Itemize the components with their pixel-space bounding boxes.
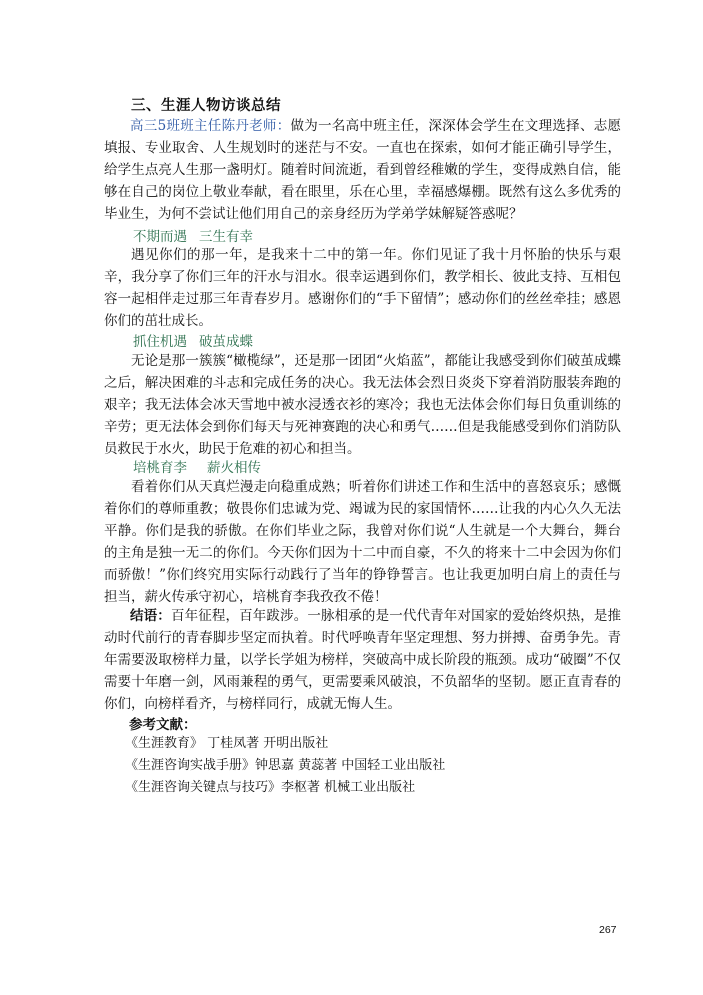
section-1-paragraph: 遇见你们的那一年，是我来十二中的第一年。你们见证了我十月怀胎的快乐与艰辛，我分享了你们三年的汗水与泪水。很幸运遇到你们，教学相长、彼此支持、互相包容一起相伴走过那三年青春岁月。感谢你们的“手下留情”；感动你们的丝丝牵挂；感恩你们的茁壮成长。 bbox=[104, 247, 621, 330]
page-number: 267 bbox=[599, 924, 617, 936]
subheading-3 bbox=[133, 458, 261, 478]
reference-item: 《生涯咨询实战手册》钟思嘉 黄蕊著 中国轻工业出版社 bbox=[125, 758, 446, 773]
references-title: 参考文献： bbox=[129, 717, 197, 733]
reference-item: 《生涯教育》 丁桂凤著 开明出版社 bbox=[125, 736, 329, 751]
section-2-paragraph: 无论是那一簇簇“橄榄绿”，还是那一团团“火焰蓝”，都能让我感受到你们破茧成蝶之后，解决困难的斗志和完成任务的决心。我无法体会烈日炎炎下穿着消防服装奔跑的艰辛；我无法体会冰天雪地中被水浸透衣衫的寒冷；我也无法体会你们每日负重训练的辛劳；更无法体会到你们每天与死神赛跑的决心和勇气……但是我能感受到你们消防队员救民于水火，助民于危难的初心和担当。 bbox=[104, 353, 621, 458]
conclusion-paragraph bbox=[104, 605, 621, 715]
intro-paragraph bbox=[104, 115, 621, 225]
reference-item: 《生涯咨询关键点与技巧》李枢著 机械工业出版社 bbox=[125, 780, 416, 795]
subheading-1-part-a: 不期而遇 bbox=[133, 229, 187, 245]
subheading-3-part-a: 培桃育李 bbox=[133, 460, 187, 476]
section-3-paragraph: 看着你们从天真烂漫走向稳重成熟；听着你们讲述工作和生活中的喜怒哀乐；感慨着你们的尊师重教；敬畏你们忠诚为党、竭诚为民的家国情怀……让我的内心久久无法平静。你们是我的骄傲。在你们毕业之际，我曾对你们说“人生就是一个大舞台，舞台的主角是独一无二的你们。今天你们因为十二中而自豪，不久的将来十二中会因为你们而骄傲！”你们终究用实际行动践行了当年的铮铮誓言。也让我更加明白肩上的责任与担当，薪火传承守初心，培桃育李我孜孜不倦！ bbox=[104, 479, 621, 606]
section-heading: 三、生涯人物访谈总结 bbox=[131, 98, 281, 114]
conclusion-label: 结语： bbox=[130, 608, 171, 624]
conclusion-text: 百年征程，百年跋涉。一脉相承的是一代代青年对国家的爱始终炽热，是推动时代前行的青春脚步坚定而执着。时代呼唤青年坚定理想、努力拼搏、奋勇争先。青年需要汲取榜样力量，以学长学姐为榜样，突破高中成长阶段的瓶颈。成功“破圈”不仅需要十年磨一剑，风雨兼程的勇气，更需要乘风破浪，不负韶华的坚韧。愿正直青春的你们，向榜样看齐，与榜样同行，成就无悔人生。 bbox=[104, 608, 622, 713]
intro-text: 做为一名高中班主任，深深体会学生在文理选择、志愿填报、专业取舍、人生规划时的迷茫与不安。一直也在探索，如何才能正确引导学生，给学生点亮人生那一盏明灯。随着时间流逝，看到曾经稚嫩的学生，变得成熟自信，能够在自己的岗位上敬业奉献，看在眼里，乐在心里，幸福感爆棚。既然有这么多优秀的毕业生，为何不尝试让他们用自己的亲身经历为学弟学妹解疑答惑呢？ bbox=[104, 118, 622, 223]
intro-lead: 高三5班班主任陈丹老师： bbox=[130, 118, 291, 134]
subheading-1-part-b: 三生有幸 bbox=[199, 229, 253, 245]
subheading-2-part-a: 抓住机遇 bbox=[133, 334, 187, 350]
subheading-2-part-b: 破茧成蝶 bbox=[199, 334, 253, 350]
subheading-2 bbox=[133, 332, 253, 352]
subheading-3-part-b: 薪火相传 bbox=[207, 460, 261, 476]
